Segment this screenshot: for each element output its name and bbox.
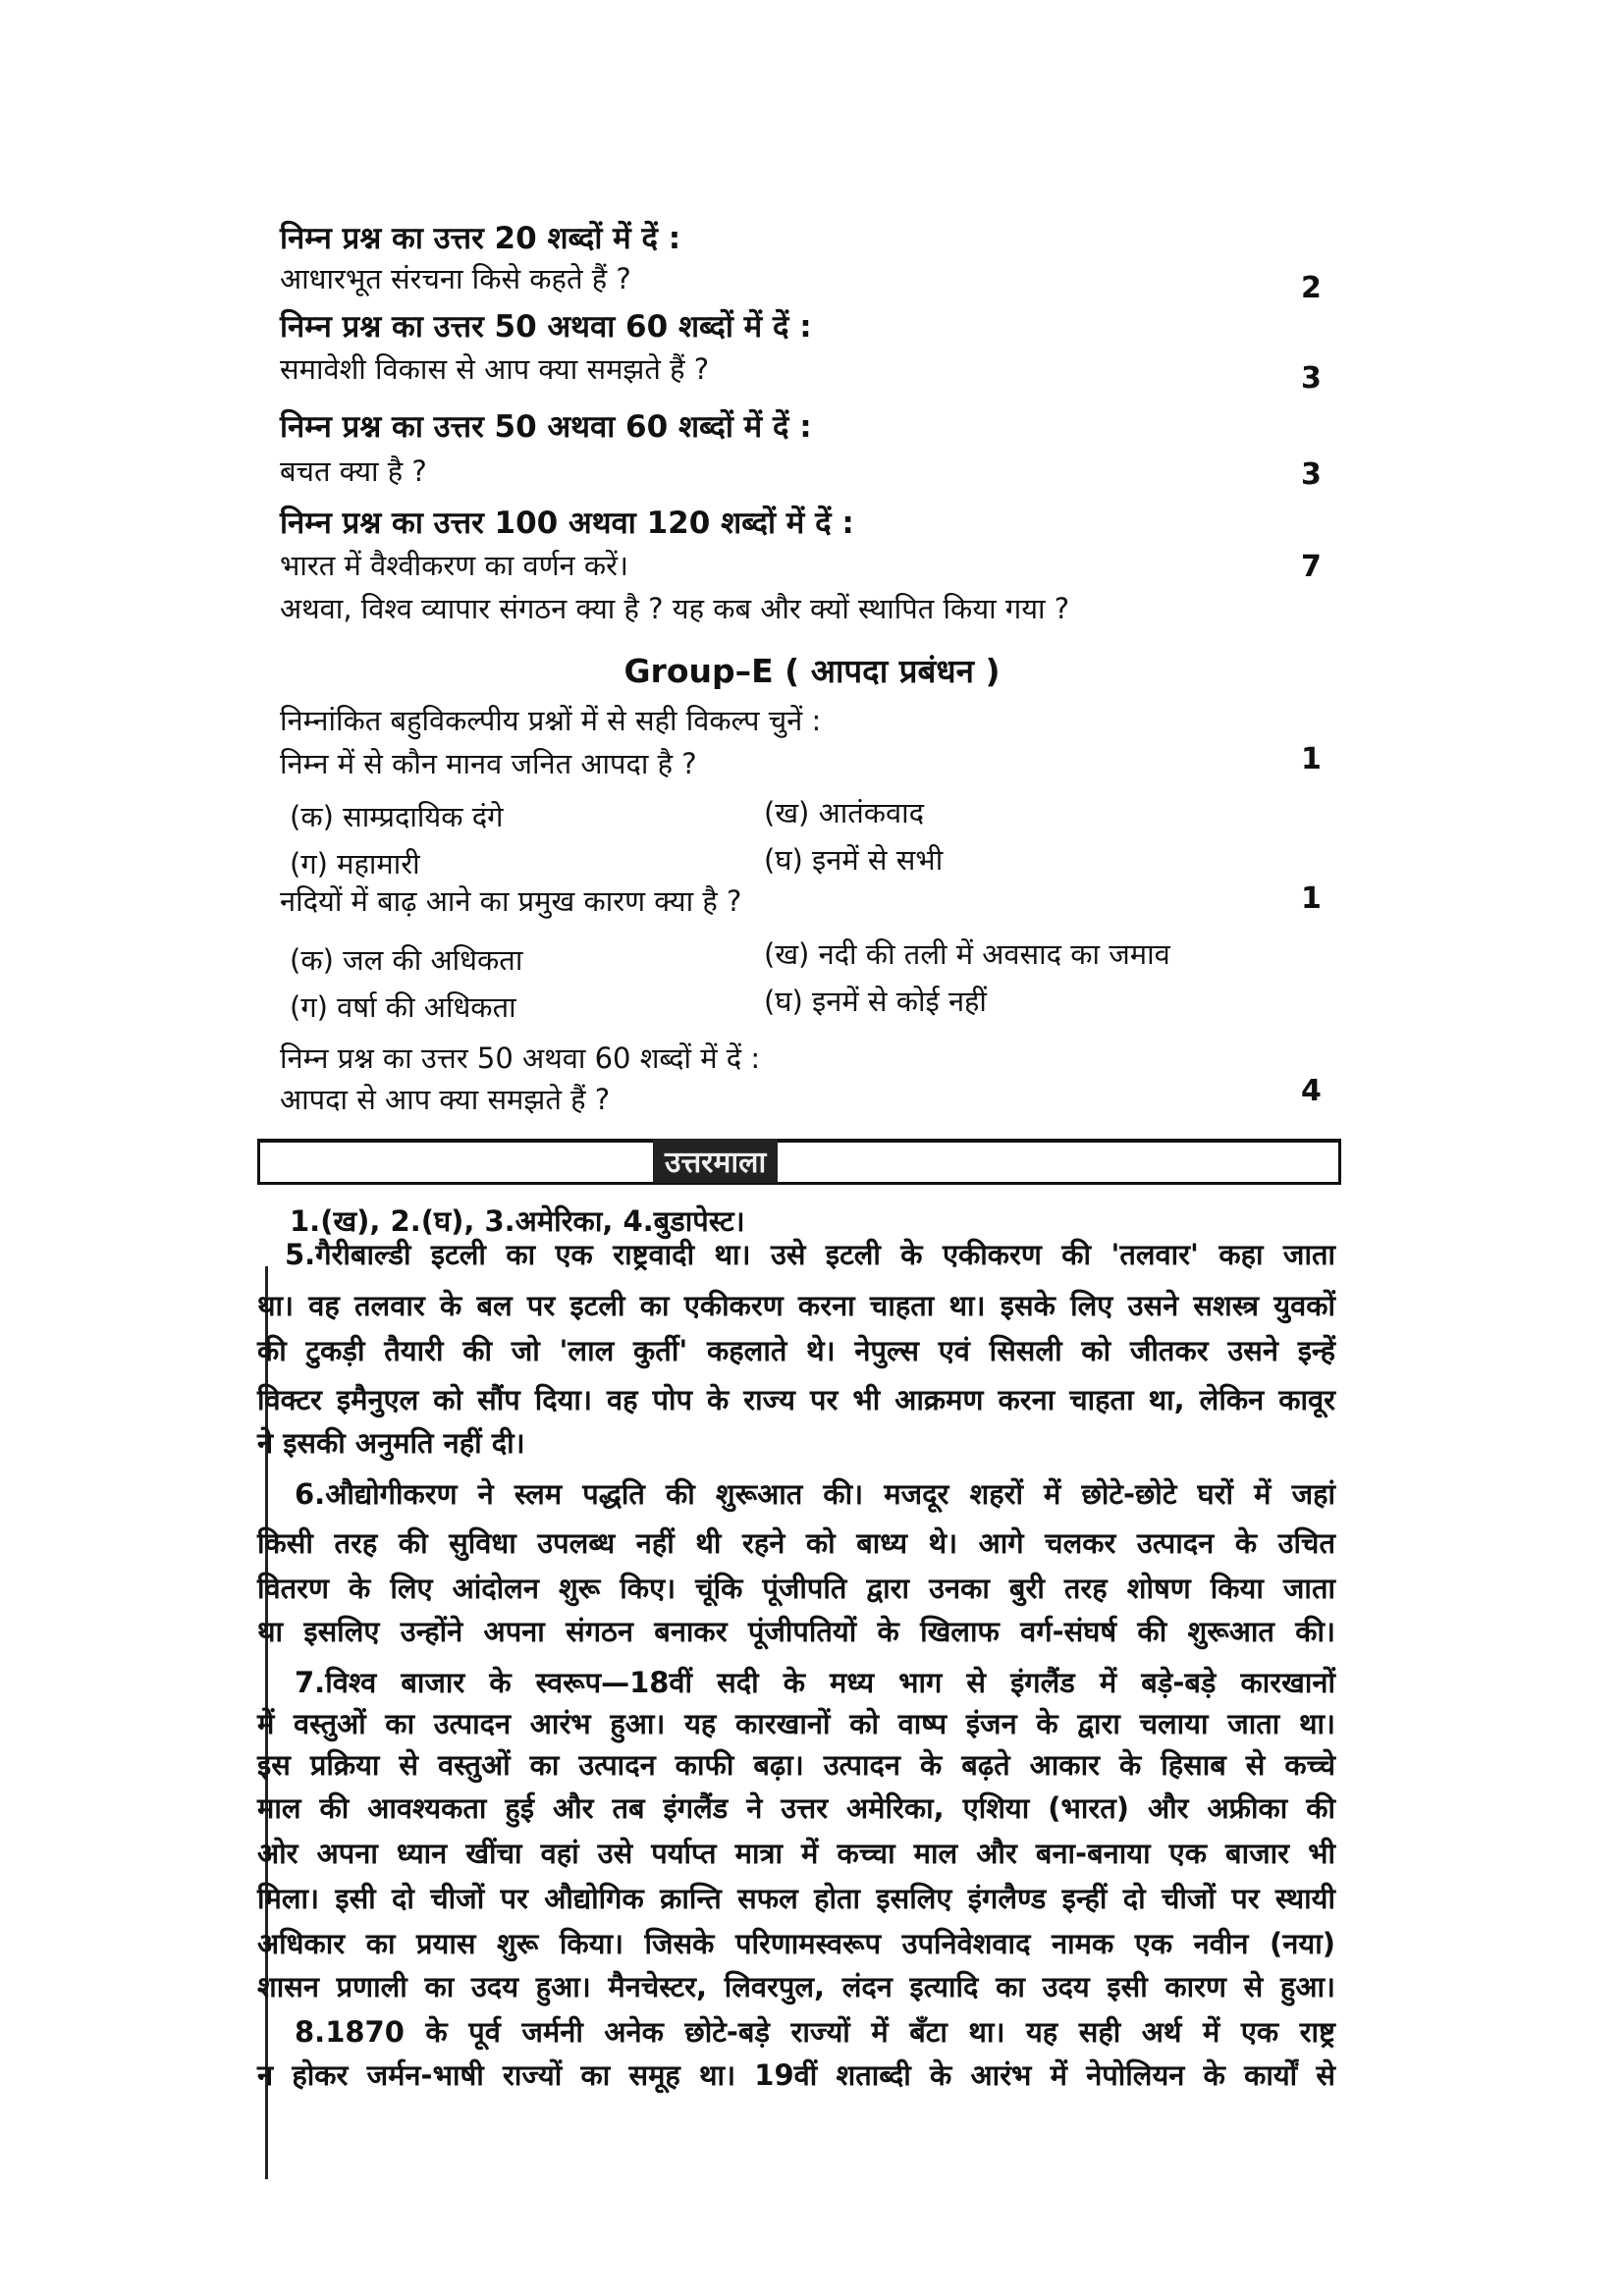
mcq-option: (क) साम्प्रदायिक दंगे [290,800,504,833]
mcq-option: (ख) नदी की तली में अवसाद का जमाव [764,937,1170,971]
answer-line: ओर अपना ध्यान खींचा वहां उसे पर्याप्त मात्रा में कच्चा माल और बना-बनाया एक बाजार भी [257,1837,1335,1870]
question-text: बचत क्या है ? [280,454,427,488]
question-marks: 2 [1301,271,1322,305]
question-marks: 3 [1301,361,1322,396]
answer-line: अधिकार का प्रयास शुरू किया। जिसके परिणामस्वरूप उपनिवेशवाद नामक एक नवीन (नया) [257,1927,1335,1960]
answers-banner [257,1139,1341,1185]
answer-line: इस प्रक्रिया से वस्तुओं का उत्पादन काफी बढ़ा। उत्पादन के बढ़ते आकार के हिसाब से कच्चे [257,1748,1335,1782]
question-instruction: निम्न प्रश्न का उत्तर 50 अथवा 60 शब्दों में दें : [280,409,812,445]
mcq-option: (ग) महामारी [290,847,420,881]
answer-line: 8.1870 के पूर्व जर्मनी अनेक छोटे-बड़े राज्यों में बँटा था। यह सही अर्थ में एक राष्ट्र [295,2015,1335,2049]
answer-line: में वस्तुओं का उत्पादन आरंभ हुआ। यह कारखानों को वाष्प इंजन के द्वारा चलाया जाता था। [257,1707,1335,1740]
answers-title: उत्तरमाला [653,1139,778,1183]
question-marks: 3 [1301,457,1322,492]
question-text: भारत में वैश्वीकरण का वर्णन करें। [280,549,628,582]
mcq-option: (ग) वर्षा की अधिकता [290,990,516,1024]
answer-line: था इसलिए उन्होंने अपना संगठन बनाकर पूंजीपतियों के खिलाफ वर्ग-संघर्ष की शुरूआत की। [257,1615,1335,1648]
answer-line: किसी तरह की सुविधा उपलब्ध नहीं थी रहने को बाध्य थे। आगे चलकर उत्पादन के उचित [257,1526,1335,1560]
answer-line: 7.विश्व बाजार के स्वरूप—18वीं सदी के मध्य भाग से इंगलैंड में बड़े-बड़े कारखानों [295,1666,1335,1699]
answer-line: की टुकड़ी तैयारी की जो 'लाल कुर्ती' कहलाते थे। नेपुल्स एवं सिसली को जीतकर उसने इन्हें [257,1334,1335,1367]
question-text: आपदा से आप क्या समझते हैं ? [280,1083,611,1116]
question-instruction: निम्न प्रश्न का उत्तर 50 अथवा 60 शब्दों में दें : [280,309,812,345]
answer-line: था। वह तलवार के बल पर इटली का एकीकरण करना चाहता था। इसके लिए उसने सशस्त्र युवकों [257,1289,1335,1322]
question-marks: 1 [1301,742,1322,776]
short-answers: 1.(ख), 2.(घ), 3.अमेरिका, 4.बुडापेस्ट। [290,1204,745,1238]
question-marks: 1 [1301,881,1322,916]
question-text: आधारभूत संरचना किसे कहते हैं ? [280,262,631,295]
answer-line: वितरण के लिए आंदोलन शुरू किए। चूंकि पूंजीपति द्वारा उनका बुरी तरह शोषण किया जाता [257,1572,1335,1605]
answer-line: विक्टर इमैनुएल को सौंप दिया। वह पोप के राज्य पर भी आक्रमण करना चाहता था, लेकिन कावूर [257,1383,1335,1416]
question-text: समावेशी विकास से आप क्या समझते हैं ? [280,352,710,386]
answer-line: न होकर जर्मन-भाषी राज्यों का समूह था। 19वीं शताब्दी के आरंभ में नेपोलियन के कार्यों से [257,2058,1335,2092]
question-marks: 7 [1301,550,1322,584]
mcq-option: (घ) इनमें से कोई नहीं [764,985,987,1018]
mcq-option: (क) जल की अधिकता [290,943,523,977]
answer-line: शासन प्रणाली का उदय हुआ। मैनचेस्टर, लिवरपुल, लंदन इत्यादि का उदय इसी कारण से हुआ। [257,1970,1335,2003]
group-heading: Group–E ( आपदा प्रबंधन ) [623,652,1001,690]
question-instruction: निम्न प्रश्न का उत्तर 50 अथवा 60 शब्दों में दें : [280,1041,761,1075]
mcq-option: (ख) आतंकवाद [764,796,925,829]
answer-line: ने इसकी अनुमति नहीं दी। [257,1426,525,1460]
mcq-instruction: निम्नांकित बहुविकल्पीय प्रश्नों में से सही विकल्प चुनें : [280,704,822,737]
answer-line: 6.औद्योगीकरण ने स्लम पद्धति की शुरूआत की। मजदूर शहरों में छोटे-छोटे घरों में जहां [295,1477,1335,1511]
answer-line: 5.गैरीबाल्डी इटली का एक राष्ट्रवादी था। उसे इटली के एकीकरण की 'तलवार' कहा जाता [285,1238,1335,1271]
mcq-question: निम्न में से कौन मानव जनित आपदा है ? [280,747,697,780]
question-instruction: निम्न प्रश्न का उत्तर 100 अथवा 120 शब्दों में दें : [280,506,854,541]
answer-line: मिला। इसी दो चीजों पर औद्योगिक क्रान्ति सफल होता इसलिए इंगलैण्ड इन्हीं दो चीजों पर स्थायी [257,1882,1335,1915]
question-instruction: निम्न प्रश्न का उत्तर 20 शब्दों में दें : [280,221,681,256]
question-alternative: अथवा, विश्व व्यापार संगठन क्या है ? यह कब और क्यों स्थापित किया गया ? [280,592,1070,625]
mcq-option: (घ) इनमें से सभी [764,843,944,877]
mcq-question: नदियों में बाढ़ आने का प्रमुख कारण क्या है ? [280,884,742,918]
question-marks: 4 [1301,1074,1322,1108]
answer-line: माल की आवश्यकता हुई और तब इंगलैंड ने उत्तर अमेरिका, एशिया (भारत) और अफ्रीका की [257,1791,1335,1825]
